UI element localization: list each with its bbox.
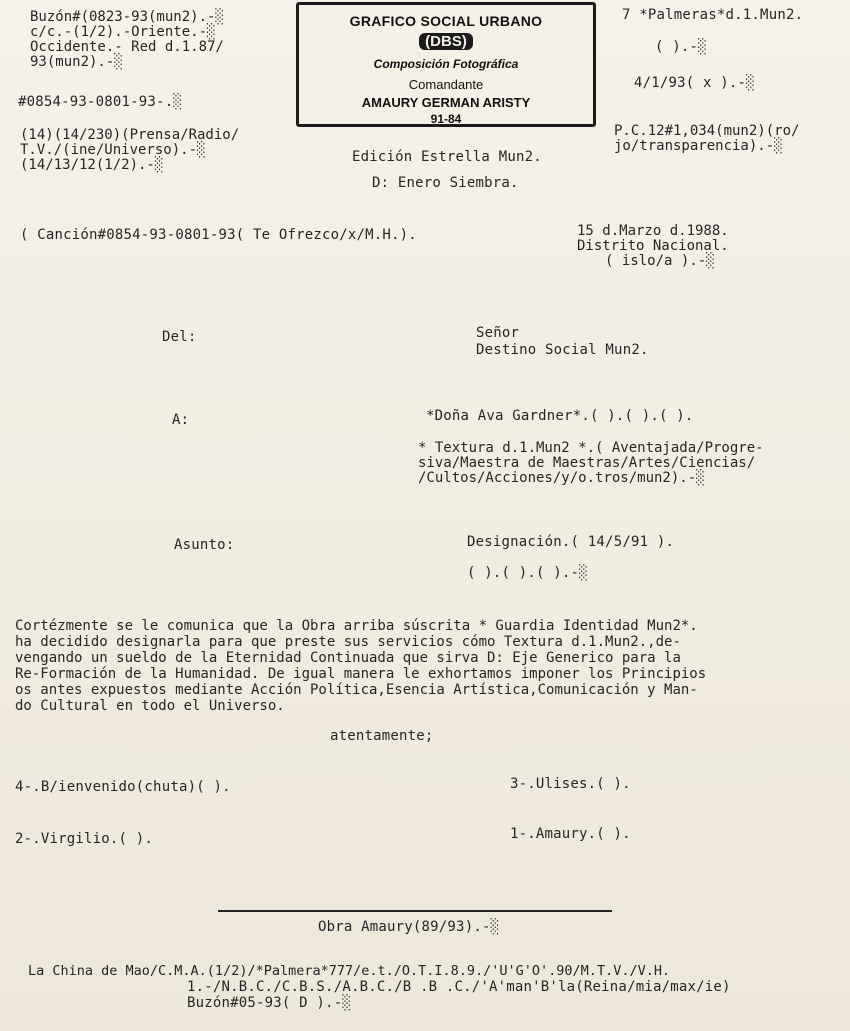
a-label: A: <box>172 412 190 428</box>
signature-1: 1-.Amaury.( ). <box>510 826 631 842</box>
edition-subtitle: D: Enero Siembra. <box>372 175 519 191</box>
textura-line: siva/Maestra de Maestras/Artes/Ciencias/ <box>418 455 756 471</box>
stamp-line: 91-84 <box>430 112 462 126</box>
header-left-mailbox <box>30 10 224 70</box>
header-right-pc <box>614 124 799 154</box>
body-line: vengando un sueldo de la Eternidad Continuada que sirva D: Eje Generico para la <box>15 650 681 666</box>
header-pc-line: jo/transparencia).-░ <box>614 138 783 154</box>
place-note: ( islo/a ).-░ <box>605 253 715 269</box>
signature-4: 4-.B/ienvenido(chuta)( ). <box>15 779 231 795</box>
date-block <box>577 224 729 269</box>
edition-title: Edición Estrella Mun2. <box>352 149 542 165</box>
stamp-line: GRAFICO SOCIAL URBANO <box>349 13 543 29</box>
signature-3: 3-.Ulises.( ). <box>510 776 631 792</box>
del-sender: Destino Social Mun2. <box>476 342 649 358</box>
a-textura <box>418 441 764 486</box>
del-label: Del: <box>162 329 197 345</box>
body-line: Re-Formación de la Humanidad. De igual manera le exhortamos imponer los Principios <box>15 666 707 682</box>
header-media-line: T.V./(ine/Universo).-░ <box>20 142 206 158</box>
textura-line: * Textura d.1.Mun2 *.( Aventajada/Progre- <box>418 440 764 456</box>
header-left-ref: #0854-93-0801-93-.░ <box>18 94 182 110</box>
header-right-palmeras: 7 *Palmeras*d.1.Mun2. <box>622 7 804 23</box>
closing: atentamente; <box>330 728 434 744</box>
cancion-reference: ( Canción#0854-93-0801-93( Te Ofrezco/x/M.H.). <box>20 227 417 243</box>
footer-line: La China de Mao/C.M.A.(1/2)/*Palmera*777/e.t./O.T.I.8.9./'U'G'O'.90/M.T.V./V.H. <box>28 963 671 979</box>
asunto-designation: Designación.( 14/5/91 ). <box>467 534 675 550</box>
footer-obra: Obra Amaury(89/93).-░ <box>318 919 500 935</box>
header-media-line: (14)(14/230)(Prensa/Radio/ <box>20 127 240 143</box>
stamp-logo: (DBS) <box>419 33 473 50</box>
footer-line: Buzón#05-93( D ).-░ <box>187 995 351 1011</box>
header-pc-line: P.C.12#1,034(mun2)(ro/ <box>614 123 800 139</box>
header-left-line: c/c.-(1/2).-Oriente.-░ <box>30 24 216 40</box>
stamp-line: Composición Fotográfica <box>373 57 519 71</box>
signature-rule <box>218 910 612 912</box>
date-line: 15 d.Marzo d.1988. <box>577 223 729 239</box>
a-recipient: *Doña Ava Gardner*.( ).( ).( ). <box>426 408 694 424</box>
body-line: os antes expuestos mediante Acción Política,Esencia Artística,Comunicación y Man- <box>15 682 698 698</box>
body-line: do Cultural en todo el Universo. <box>15 698 285 714</box>
stamp-line: Comandante <box>408 77 484 92</box>
signature-2: 2-.Virgilio.( ). <box>15 831 154 847</box>
header-left-line: Buzón#(0823-93(mun2).-░ <box>30 9 224 25</box>
header-media-line: (14/13/12(1/2).-░ <box>20 157 164 173</box>
graphic-stamp <box>296 2 596 127</box>
body-line: ha decidido designarla para que preste sus servicios cómo Textura d.1.Mun2.,de- <box>15 634 681 650</box>
stamp-line: AMAURY GERMAN ARISTY <box>361 95 531 110</box>
textura-line: /Cultos/Acciones/y/o.tros/mun2).-░ <box>418 470 705 486</box>
asunto-blanks: ( ).( ).( ).-░ <box>467 565 588 581</box>
del-salutation: Señor <box>476 325 520 341</box>
header-left-media <box>20 128 239 173</box>
header-right-blank: ( ).-░ <box>655 39 707 55</box>
asunto-label: Asunto: <box>174 537 235 553</box>
footer-line: 1.-/N.B.C./C.B.S./A.B.C./B .B .C./'A'man'B'la(Reina/mia/max/ie) <box>187 979 731 995</box>
place-line: Distrito Nacional. <box>577 238 729 254</box>
body-line: Cortézmente se le comunica que la Obra arriba súscrita * Guardia Identidad Mun2*. <box>15 618 698 634</box>
header-left-line: 93(mun2).-░ <box>30 54 123 70</box>
header-right-date: 4/1/93( x ).-░ <box>634 75 755 91</box>
letter-body <box>15 618 706 714</box>
header-left-line: Occidente.- Red d.1.87/ <box>30 39 224 55</box>
